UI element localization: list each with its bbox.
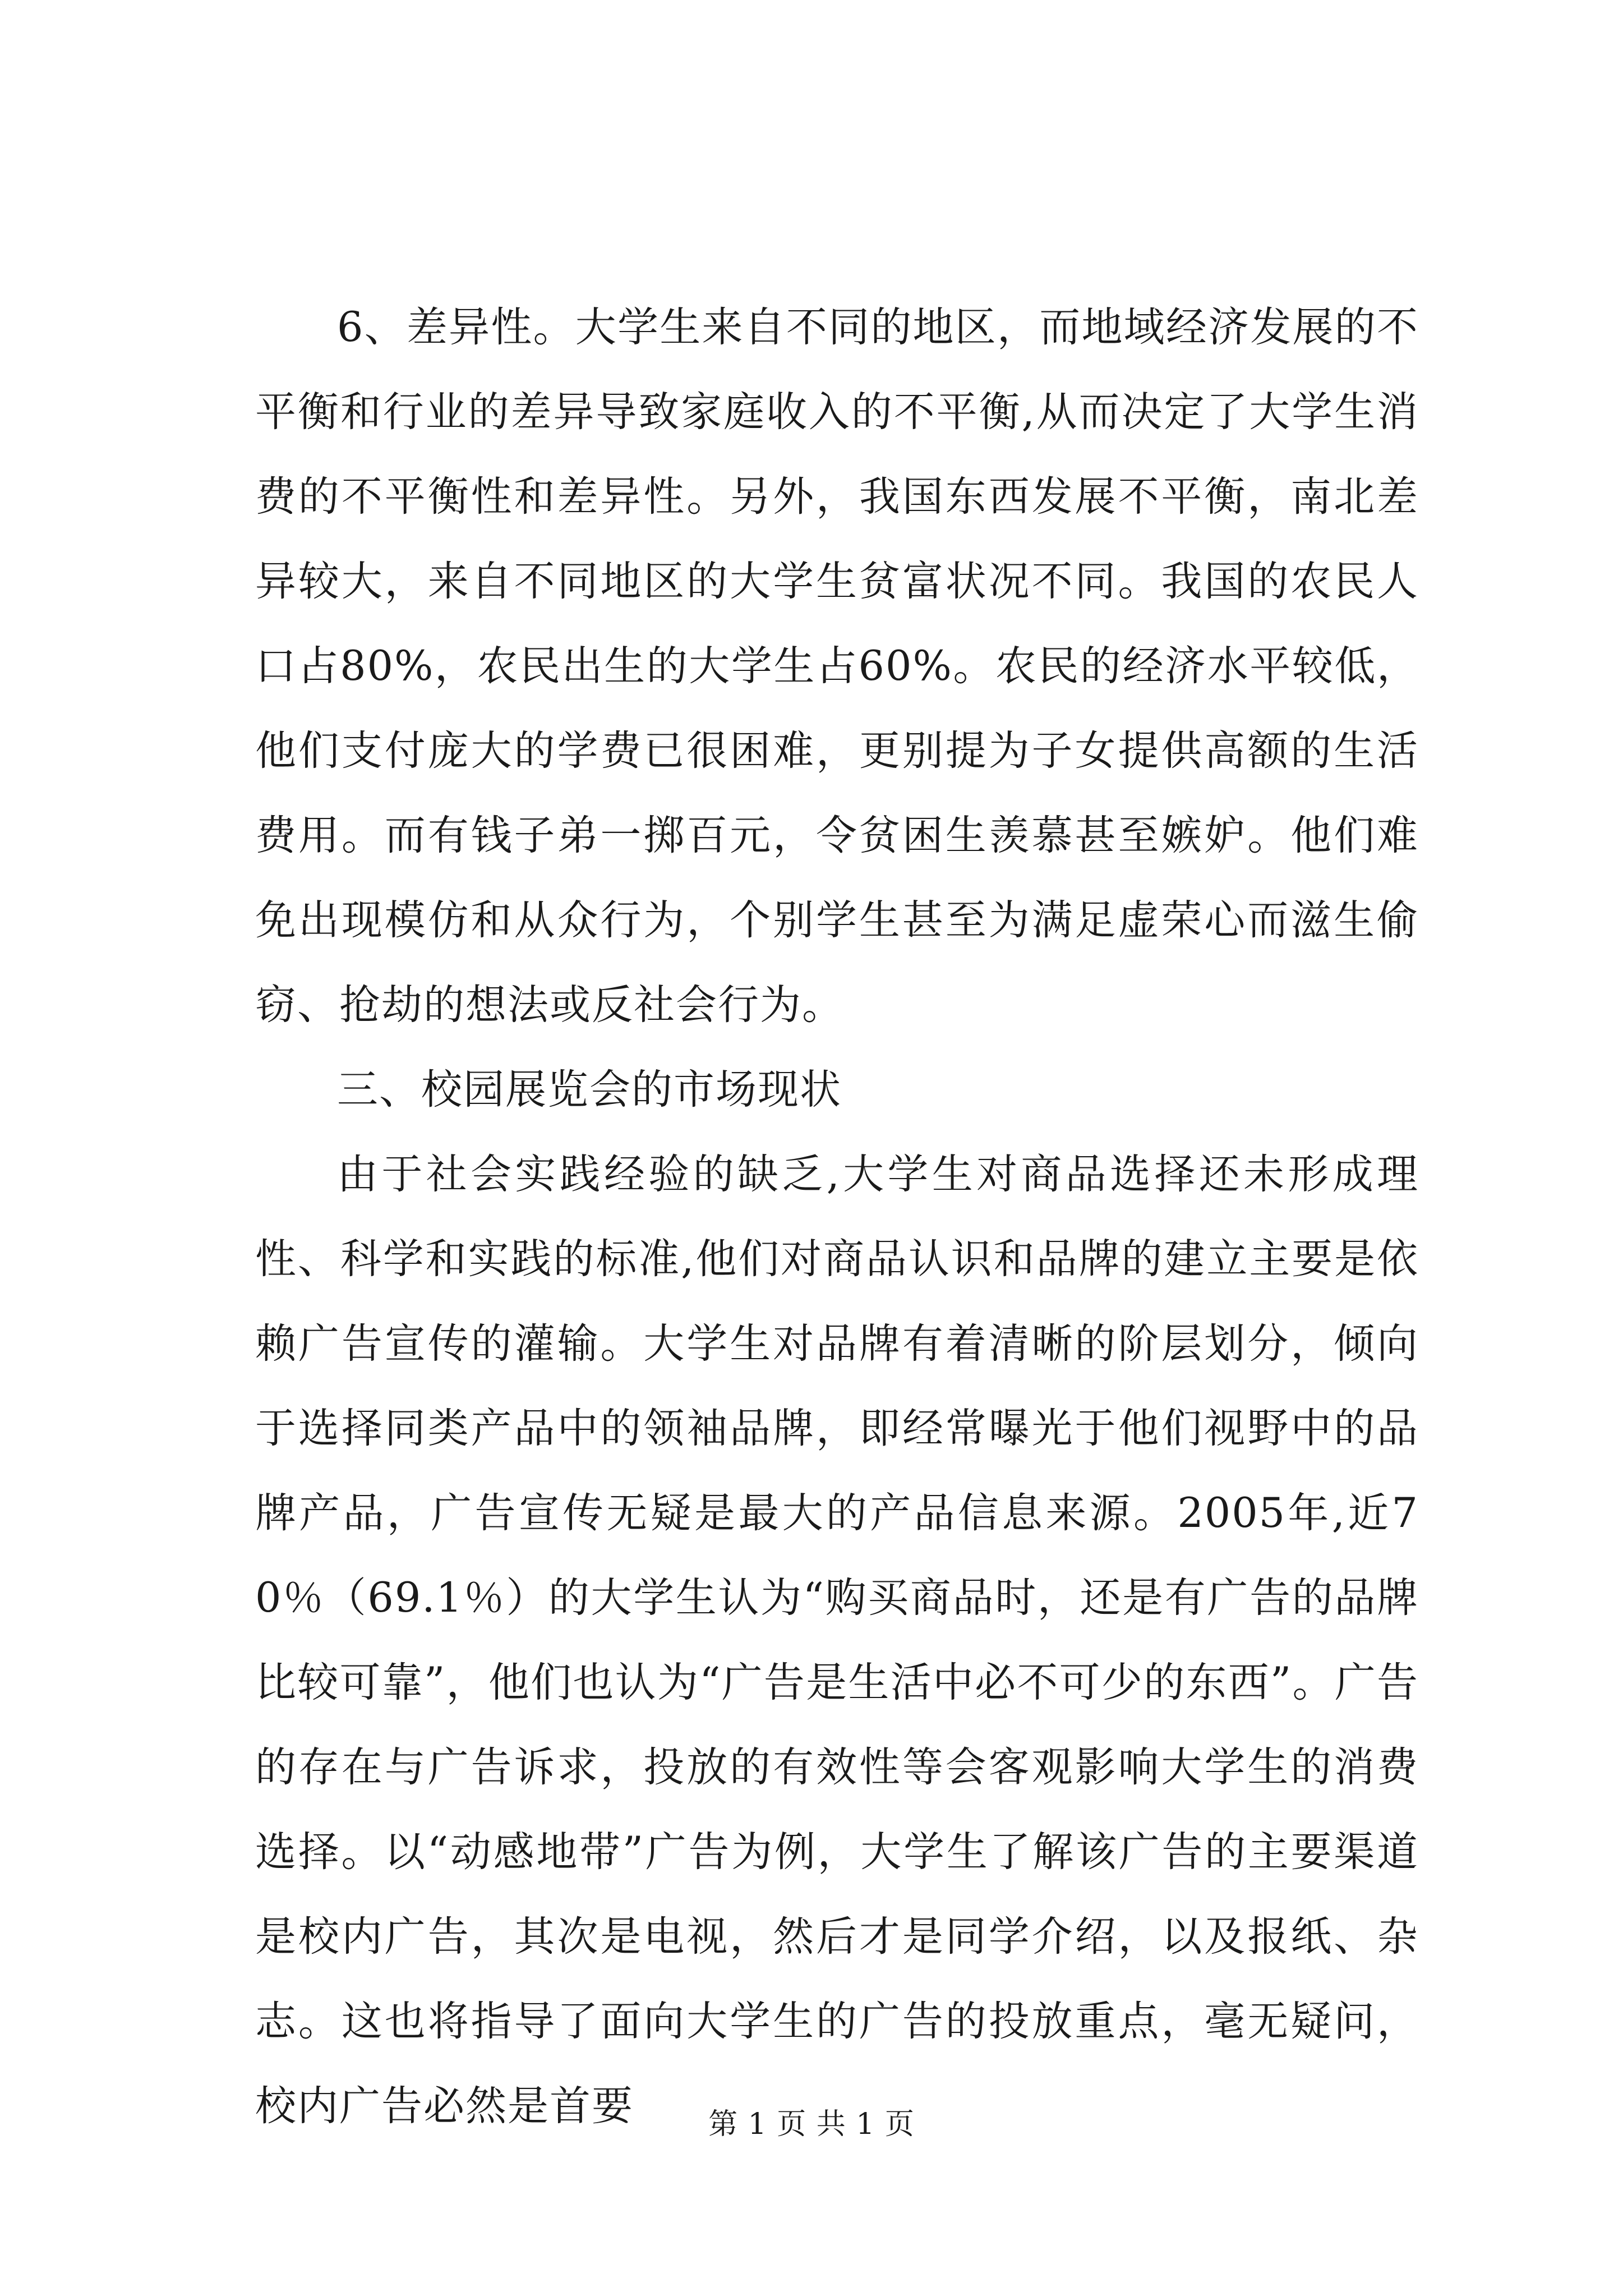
paragraph-differences: 6、差异性。大学生来自不同的地区，而地域经济发展的不平衡和行业的差异导致家庭收入的不平衡,从而决定了大学生消费的不平衡性和差异性。另外，我国东西发展不平衡，南北差异较大，来自不同地区的大学生贫富状况不同。我国的农民人口占80%，农民出生的大学生占60%。农民的经济水平较低，他们支付庞大的学费已很困难，更别提为子女提供高额的生活费用。而有钱子弟一掷百元，令贫困生羡慕甚至嫉妒。他们难免出现模仿和从众行为，个别学生甚至为满足虚荣心而滋生偷窃、抢劫的想法或反社会行为。 [255, 303, 1419, 1029]
document-body [255, 285, 1419, 2148]
section-heading-market-status: 三、校园展览会的市场现状 [337, 1066, 842, 1114]
paragraph-advertising: 由于社会实践经验的缺乏,大学生对商品选择还未形成理性、科学和实践的标准,他们对商品认识和品牌的建立主要是依赖广告宣传的灌输。大学生对品牌有着清晰的阶层划分，倾向于选择同类产品中的领袖品牌，即经常曝光于他们视野中的品牌产品，广告宣传无疑是最大的产品信息来源。2005年,近70％（69.1％）的大学生认为“购买商品时，还是有广告的品牌比较可靠”，他们也认为“广告是生活中必不可少的东西”。广告的存在与广告诉求，投放的有效性等会客观影响大学生的消费选择。以“动感地带”广告为例，大学生了解该广告的主要渠道是校内广告，其次是电视，然后才是同学介绍，以及报纸、杂志。这也将指导了面向大学生的广告的投放重点，毫无疑问，校内广告必然是首要 [255, 1151, 1419, 2130]
page-footer: 第 1 页 共 1 页 [708, 2108, 915, 2141]
